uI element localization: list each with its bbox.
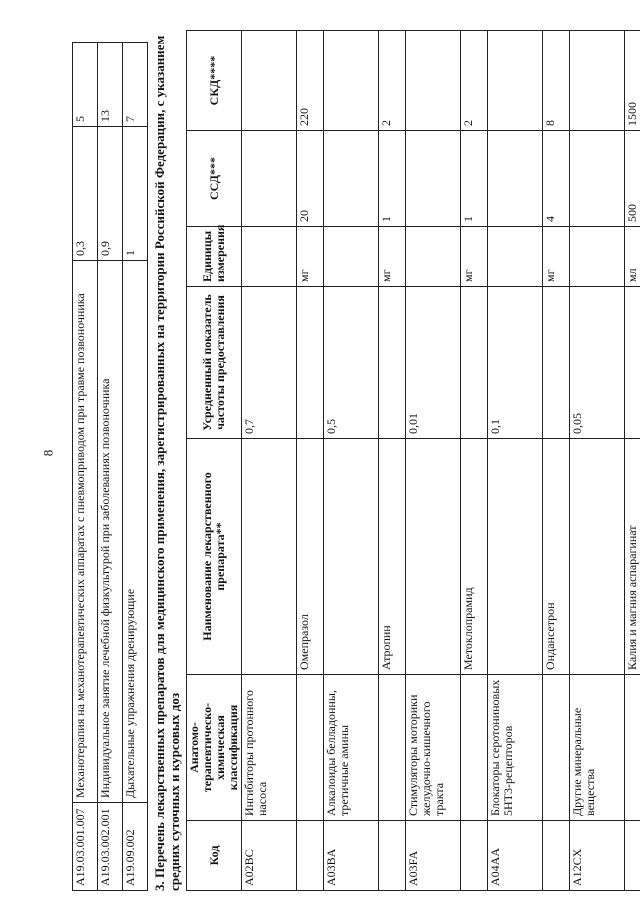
atc-group bbox=[297, 675, 324, 821]
atc-group bbox=[543, 675, 570, 821]
atc-code: A04AA bbox=[488, 821, 543, 891]
procedure-code: A19.03.002.001 bbox=[98, 803, 123, 891]
header-frequency: Усредненный показатель частоты предоставления bbox=[187, 287, 242, 439]
procedure-multiplicity: 5 bbox=[73, 43, 98, 127]
skd-value bbox=[570, 31, 625, 131]
atc-group bbox=[625, 675, 640, 821]
frequency-value: 0,1 bbox=[488, 287, 543, 439]
sdd-value bbox=[570, 131, 625, 227]
unit-value bbox=[406, 227, 461, 287]
procedure-code: A19.09.002 bbox=[123, 803, 148, 891]
frequency-value: 0,7 bbox=[242, 287, 297, 439]
frequency-value bbox=[625, 287, 640, 439]
skd-value bbox=[488, 31, 543, 131]
table-row bbox=[123, 43, 148, 891]
atc-code bbox=[297, 821, 324, 891]
drug-name: Омепразол bbox=[297, 439, 324, 675]
table-row bbox=[297, 31, 324, 891]
sdd-value: 20 bbox=[297, 131, 324, 227]
skd-value: 220 bbox=[297, 31, 324, 131]
header-atc: Анатомо-терапевтическо-химическая классификация bbox=[187, 675, 242, 821]
atc-code bbox=[625, 821, 640, 891]
unit-value bbox=[570, 227, 625, 287]
skd-value: 8 bbox=[543, 31, 570, 131]
header-skd: СКД**** bbox=[187, 31, 242, 131]
skd-value bbox=[242, 31, 297, 131]
unit-value bbox=[242, 227, 297, 287]
atc-group bbox=[461, 675, 488, 821]
unit-value: мг bbox=[461, 227, 488, 287]
sdd-value bbox=[242, 131, 297, 227]
table-row bbox=[73, 43, 98, 891]
table-row bbox=[379, 31, 406, 891]
frequency-value bbox=[297, 287, 324, 439]
atc-code bbox=[461, 821, 488, 891]
sdd-value: 1 bbox=[461, 131, 488, 227]
frequency-value bbox=[379, 287, 406, 439]
frequency-value: 0,5 bbox=[324, 287, 379, 439]
procedure-frequency: 0,9 bbox=[98, 127, 123, 261]
drug-name: Атропин bbox=[379, 439, 406, 675]
drug-name bbox=[242, 439, 297, 675]
atc-code bbox=[543, 821, 570, 891]
drug-name bbox=[324, 439, 379, 675]
procedure-frequency: 1 bbox=[123, 127, 148, 261]
procedure-name: Индивидуальное занятие лечебной физкультурой при заболеваниях позвоночника bbox=[98, 261, 123, 803]
procedure-code: A19.03.001.007 bbox=[73, 803, 98, 891]
sdd-value bbox=[488, 131, 543, 227]
table-row bbox=[570, 31, 625, 891]
procedure-name: Механотерапия на механотерапевтических аппаратах с пневмоприводом при травме позвоночника bbox=[73, 261, 98, 803]
skd-value bbox=[324, 31, 379, 131]
header-unit: Единицы измерения bbox=[187, 227, 242, 287]
unit-value bbox=[324, 227, 379, 287]
header-drug: Наименование лекарственного препарата** bbox=[187, 439, 242, 675]
page-number: 8 bbox=[40, 449, 55, 456]
table-row bbox=[98, 43, 123, 891]
sdd-value: 4 bbox=[543, 131, 570, 227]
drug-name: Метоклопрамид bbox=[461, 439, 488, 675]
unit-value: мг bbox=[543, 227, 570, 287]
procedure-multiplicity: 7 bbox=[123, 43, 148, 127]
header-sdd: ССД*** bbox=[187, 131, 242, 227]
table-row bbox=[461, 31, 488, 891]
unit-value: мг bbox=[297, 227, 324, 287]
atc-code: A03BA bbox=[324, 821, 379, 891]
drug-name bbox=[406, 439, 461, 675]
drug-name bbox=[488, 439, 543, 675]
procedures-table bbox=[72, 42, 148, 891]
table-row bbox=[488, 31, 543, 891]
frequency-value bbox=[461, 287, 488, 439]
drug-name: Калия и магния аспарагинат bbox=[625, 439, 640, 675]
sdd-value: 1 bbox=[379, 131, 406, 227]
unit-value: мл bbox=[625, 227, 640, 287]
section-heading: 3. Перечень лекарственных препаратов для медицинского применения, зарегистрированных на территории Российской Федерации, с указанием средних суточных и курсовых доз bbox=[152, 35, 182, 891]
table-header-row bbox=[187, 31, 242, 891]
atc-group: Ингибиторы протонного насоса bbox=[242, 675, 297, 821]
atc-group: Алкалоиды белладонны, третичные амины bbox=[324, 675, 379, 821]
drugs-table bbox=[186, 30, 640, 891]
table-row bbox=[406, 31, 461, 891]
unit-value bbox=[488, 227, 543, 287]
drug-name bbox=[570, 439, 625, 675]
atc-code bbox=[379, 821, 406, 891]
frequency-value bbox=[543, 287, 570, 439]
procedure-frequency: 0,3 bbox=[73, 127, 98, 261]
table-row bbox=[242, 31, 297, 891]
procedure-name: Дыхательные упражнения дренирующие bbox=[123, 261, 148, 803]
skd-value: 1500 bbox=[625, 31, 640, 131]
atc-code: A12CX bbox=[570, 821, 625, 891]
skd-value: 2 bbox=[461, 31, 488, 131]
skd-value: 2 bbox=[379, 31, 406, 131]
atc-group: Другие минеральные вещества bbox=[570, 675, 625, 821]
drug-name: Ондансетрон bbox=[543, 439, 570, 675]
sdd-value bbox=[406, 131, 461, 227]
atc-group bbox=[379, 675, 406, 821]
table-row bbox=[543, 31, 570, 891]
header-code: Код bbox=[187, 821, 242, 891]
atc-group: Блокаторы серотониновых 5HT3-рецепторов bbox=[488, 675, 543, 821]
frequency-value: 0,01 bbox=[406, 287, 461, 439]
sdd-value bbox=[324, 131, 379, 227]
unit-value: мг bbox=[379, 227, 406, 287]
frequency-value: 0,05 bbox=[570, 287, 625, 439]
skd-value bbox=[406, 31, 461, 131]
table-row bbox=[625, 31, 640, 891]
atc-group: Стимуляторы моторики желудочно-кишечного тракта bbox=[406, 675, 461, 821]
procedure-multiplicity: 13 bbox=[98, 43, 123, 127]
table-row bbox=[324, 31, 379, 891]
atc-code: A02BC bbox=[242, 821, 297, 891]
atc-code: A03FA bbox=[406, 821, 461, 891]
sdd-value: 500 bbox=[625, 131, 640, 227]
